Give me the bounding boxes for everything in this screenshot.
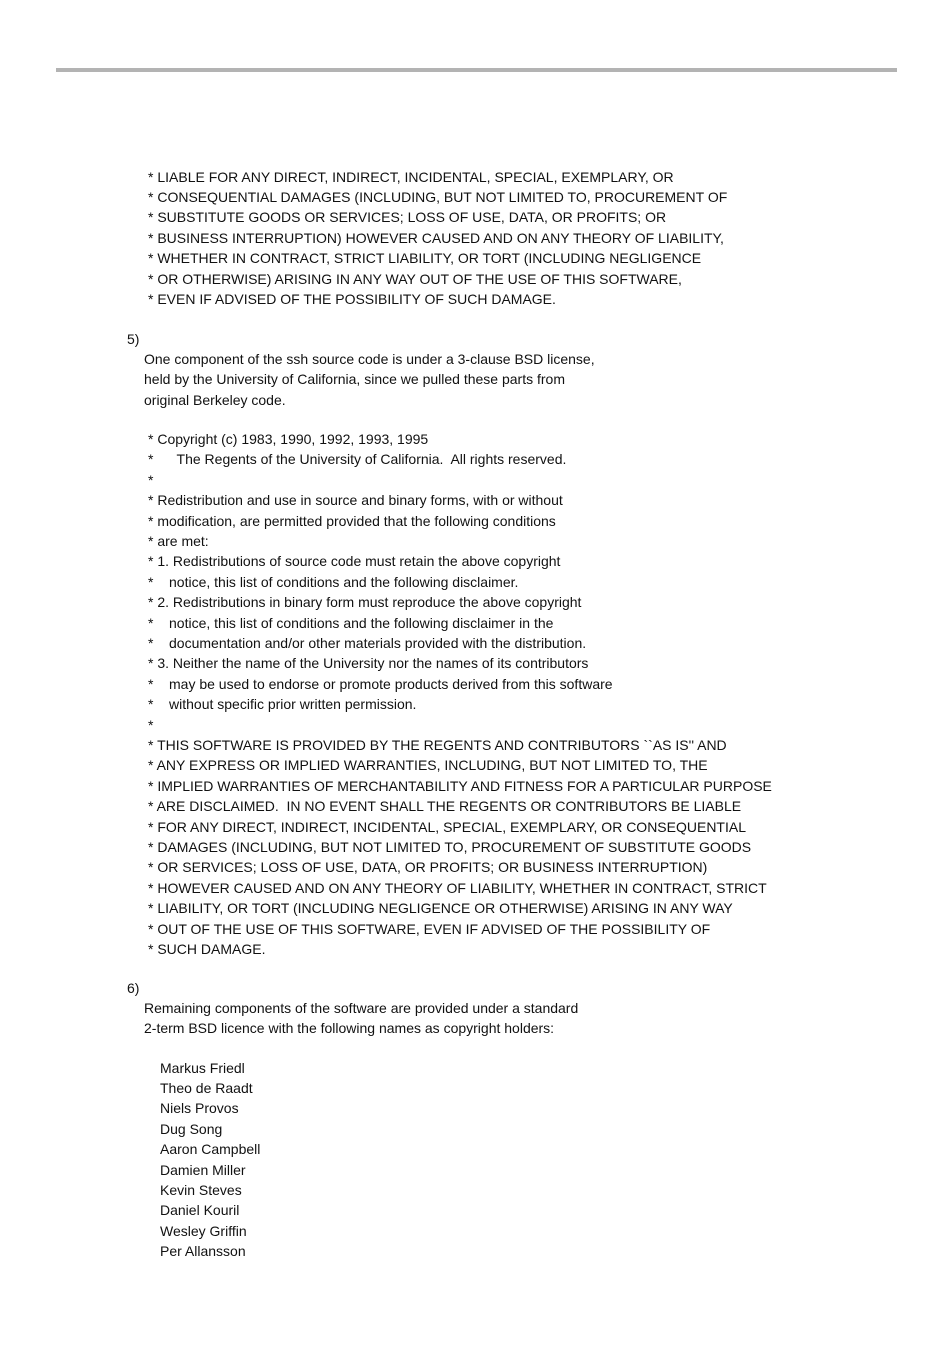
license-line: * 3. Neither the name of the University nor the names of its contributors [148, 655, 589, 672]
license-line: * SUBSTITUTE GOODS OR SERVICES; LOSS OF USE, DATA, OR PROFITS; OR [148, 209, 667, 226]
license-line: * OR OTHERWISE) ARISING IN ANY WAY OUT OF THE USE OF THIS SOFTWARE, [148, 270, 682, 287]
license-line: * 1. Redistributions of source code must retain the above copyright [148, 553, 561, 570]
license-line: * Redistribution and use in source and binary forms, with or without [148, 492, 563, 509]
license-line: * [148, 716, 154, 733]
copyright-holder: Aaron Campbell [160, 1141, 261, 1158]
copyright-holder: Wesley Griffin [160, 1222, 247, 1239]
license-line: * ANY EXPRESS OR IMPLIED WARRANTIES, INCLUDING, BUT NOT LIMITED TO, THE [148, 757, 708, 774]
section-number: 6) [127, 980, 140, 996]
license-line: * documentation and/or other materials provided with the distribution. [148, 635, 587, 651]
license-line: * FOR ANY DIRECT, INDIRECT, INCIDENTAL, SPECIAL, EXEMPLARY, OR CONSEQUENTIAL [148, 818, 746, 835]
license-line: * WHETHER IN CONTRACT, STRICT LIABILITY, OR TORT (INCLUDING NEGLIGENCE [148, 250, 702, 267]
copyright-holder: Markus Friedl [160, 1059, 245, 1076]
copyright-holder: Daniel Kouril [160, 1202, 240, 1219]
license-line: * modification, are permitted provided that the following conditions [148, 512, 556, 529]
license-line: * 2. Redistributions in binary form must reproduce the above copyright [148, 594, 582, 611]
section-intro-line: Remaining components of the software are provided under a standard [144, 1000, 579, 1016]
section-intro-line: One component of the ssh source code is under a 3-clause BSD license, [144, 351, 595, 367]
license-line: * LIABILITY, OR TORT (INCLUDING NEGLIGENCE OR OTHERWISE) ARISING IN ANY WAY [148, 900, 733, 917]
copyright-holder: Theo de Raadt [160, 1079, 253, 1096]
license-line: * LIABLE FOR ANY DIRECT, INDIRECT, INCIDENTAL, SPECIAL, EXEMPLARY, OR [148, 168, 674, 185]
license-line: * notice, this list of conditions and the following disclaimer in the [148, 614, 554, 631]
license-line: * OR SERVICES; LOSS OF USE, DATA, OR PROFITS; OR BUSINESS INTERRUPTION) [148, 859, 708, 876]
copyright-holder: Niels Provos [160, 1100, 239, 1117]
license-line: * IMPLIED WARRANTIES OF MERCHANTABILITY AND FITNESS FOR A PARTICULAR PURPOSE [148, 777, 772, 794]
license-line: * CONSEQUENTIAL DAMAGES (INCLUDING, BUT NOT LIMITED TO, PROCUREMENT OF [148, 188, 728, 205]
license-line: * notice, this list of conditions and the following disclaimer. [148, 573, 519, 590]
license-line: * may be used to endorse or promote products derived from this software [148, 675, 613, 692]
section-intro-line: original Berkeley code. [144, 391, 286, 408]
license-line: * HOWEVER CAUSED AND ON ANY THEORY OF LIABILITY, WHETHER IN CONTRACT, STRICT [148, 879, 767, 896]
license-line: * OUT OF THE USE OF THIS SOFTWARE, EVEN IF ADVISED OF THE POSSIBILITY OF [148, 920, 711, 937]
license-line: * [148, 471, 154, 488]
license-line: * SUCH DAMAGE. [148, 941, 266, 957]
license-line: * The Regents of the University of California. All rights reserved. [148, 451, 567, 468]
section-intro-line: held by the University of California, since we pulled these parts from [144, 371, 565, 388]
license-line: * Copyright (c) 1983, 1990, 1992, 1993, 1995 [148, 431, 429, 447]
copyright-holder: Kevin Steves [160, 1181, 242, 1198]
section-number: 5) [127, 331, 140, 347]
copyright-holder: Per Allansson [160, 1243, 246, 1260]
section-intro-line: 2-term BSD licence with the following names as copyright holders: [144, 1020, 555, 1037]
copyright-holder: Damien Miller [160, 1161, 246, 1178]
license-line: * ARE DISCLAIMED. IN NO EVENT SHALL THE REGENTS OR CONTRIBUTORS BE LIABLE [148, 798, 742, 815]
license-line: * without specific prior written permission. [148, 696, 417, 713]
license-line: * THIS SOFTWARE IS PROVIDED BY THE REGENTS AND CONTRIBUTORS ``AS IS'' AND [148, 737, 727, 753]
license-line: * BUSINESS INTERRUPTION) HOWEVER CAUSED AND ON ANY THEORY OF LIABILITY, [148, 229, 724, 246]
copyright-holder: Dug Song [160, 1120, 223, 1137]
license-line: * EVEN IF ADVISED OF THE POSSIBILITY OF SUCH DAMAGE. [148, 290, 556, 307]
license-line: * are met: [148, 533, 209, 549]
license-line: * DAMAGES (INCLUDING, BUT NOT LIMITED TO, PROCUREMENT OF SUBSTITUTE GOODS [148, 839, 752, 855]
